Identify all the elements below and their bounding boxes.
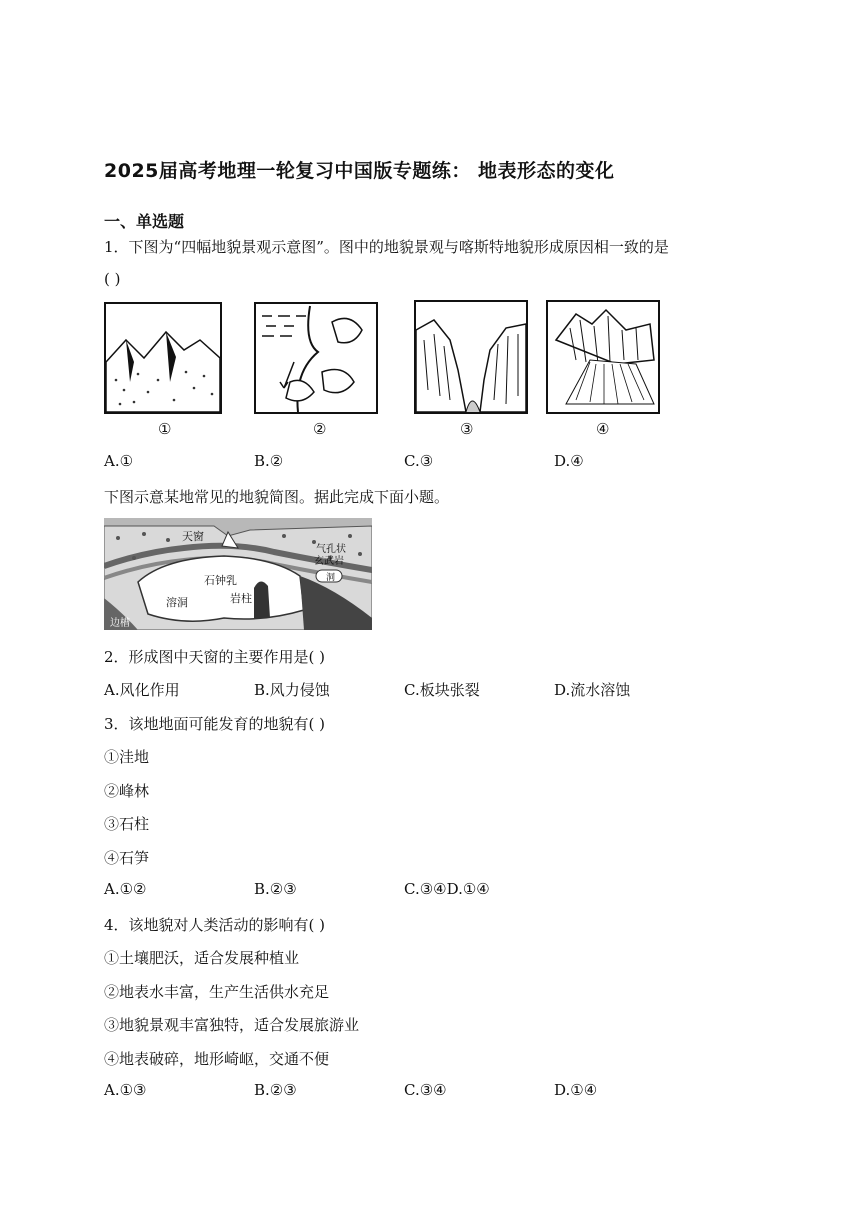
- cave-diagram: [104, 518, 372, 630]
- label-edge: 边槽: [110, 618, 130, 629]
- q3-option-cd[interactable]: C.③④D.①④: [404, 880, 490, 898]
- landform-figure-3: [414, 300, 528, 414]
- landform-figure-2: [254, 302, 378, 414]
- q3-item-4: ④石笋: [104, 849, 150, 867]
- landform-figure-4: [546, 300, 660, 414]
- q1-stem-line1: 1．下图为“四幅地貌景观示意图”。图中的地貌景观与喀斯特地貌形成原因相一致的是: [104, 238, 669, 256]
- q4-option-b[interactable]: B.②③: [254, 1081, 297, 1099]
- label-small-cave: 洞: [326, 573, 336, 583]
- q2-option-b[interactable]: B.风力侵蚀: [254, 681, 330, 699]
- q2-option-c[interactable]: C.板块张裂: [404, 681, 480, 699]
- q4-item-2: ②地表水丰富，生产生活供水充足: [104, 983, 330, 1001]
- q3-option-b[interactable]: B.②③: [254, 880, 297, 898]
- label-pillar: 岩柱: [230, 592, 252, 605]
- q4-option-a[interactable]: A.①③: [104, 1081, 147, 1099]
- q4-option-c[interactable]: C.③④: [404, 1081, 447, 1099]
- label-porous: 气孔状: [316, 544, 346, 555]
- q1-option-b[interactable]: B.②: [254, 452, 284, 470]
- label-cave: 溶洞: [166, 596, 188, 609]
- q2-option-d[interactable]: D.流水溶蚀: [554, 681, 631, 699]
- q4-stem: 4．该地貌对人类活动的影响有( ): [104, 916, 326, 934]
- q1-option-d[interactable]: D.④: [554, 452, 584, 470]
- q1-option-a[interactable]: A.①: [104, 452, 134, 470]
- q4-option-d[interactable]: D.①④: [554, 1081, 598, 1099]
- q3-item-3: ③石柱: [104, 815, 150, 833]
- q1-option-c[interactable]: C.③: [404, 452, 434, 470]
- q3-option-a[interactable]: A.①②: [104, 880, 147, 898]
- figure-label-2: ②: [313, 420, 327, 438]
- intro-text: 下图示意某地常见的地貌简图。据此完成下面小题。: [104, 488, 450, 506]
- q4-item-4: ④地表破碎，地形崎岖，交通不便: [104, 1050, 330, 1068]
- q2-option-a[interactable]: A.风化作用: [104, 681, 180, 699]
- q3-item-1: ①洼地: [104, 748, 150, 766]
- section-heading: 一、单选题: [104, 212, 185, 231]
- landform-figure-1: [104, 302, 222, 414]
- q3-stem: 3．该地地面可能发育的地貌有( ): [104, 715, 326, 733]
- q2-stem: 2．形成图中天窗的主要作用是( ): [104, 648, 326, 666]
- label-stalactite: 石钟乳: [204, 574, 237, 587]
- q4-item-3: ③地貌景观丰富独特，适合发展旅游业: [104, 1016, 360, 1034]
- label-basalt: 玄武岩: [314, 556, 344, 567]
- figure-label-4: ④: [596, 420, 610, 438]
- q3-item-2: ②峰林: [104, 782, 150, 800]
- figure-label-3: ③: [460, 420, 474, 438]
- figure-label-1: ①: [158, 420, 172, 438]
- q4-item-1: ①土壤肥沃，适合发展种植业: [104, 949, 300, 967]
- page-title: 2025届高考地理一轮复习中国版专题练： 地表形态的变化: [104, 160, 615, 182]
- q1-stem-line2: ( ): [104, 270, 121, 288]
- label-skylight: 天窗: [182, 530, 204, 543]
